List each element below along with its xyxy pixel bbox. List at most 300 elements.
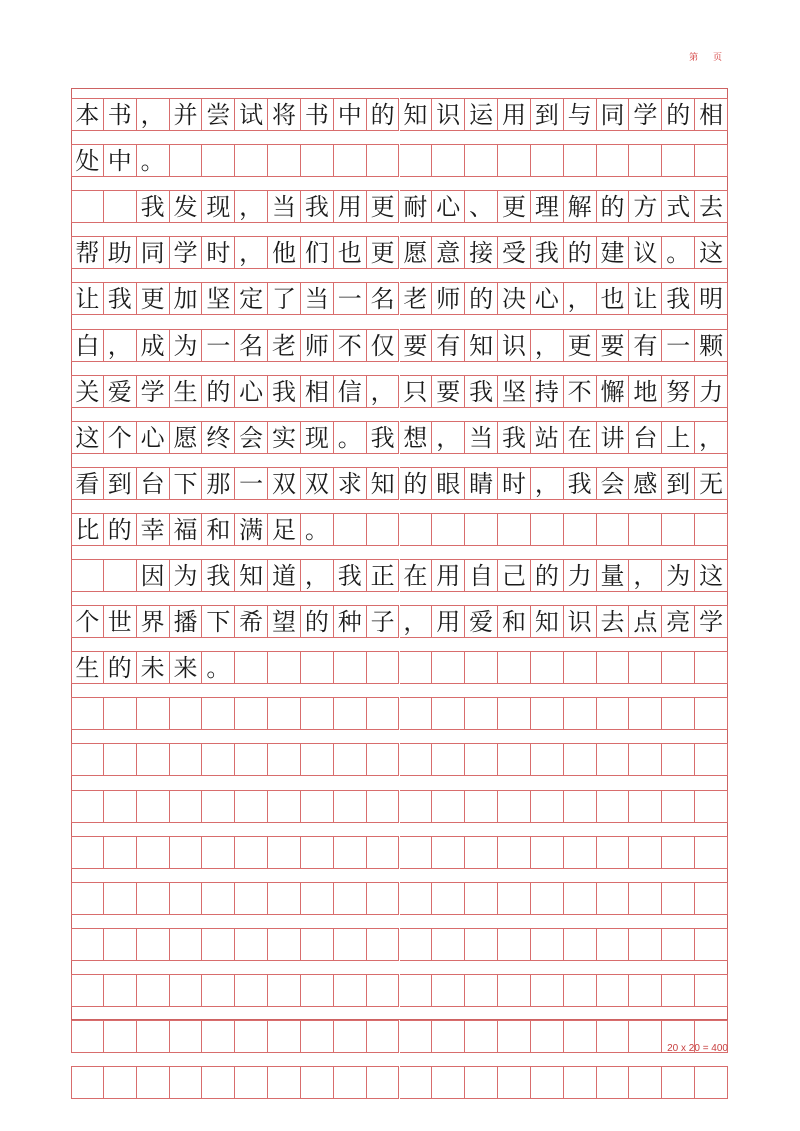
grid-cell (235, 421, 268, 454)
grid-cell (268, 697, 301, 730)
grid-cell (235, 282, 268, 315)
grid-character: 的 (666, 101, 691, 129)
grid-row (71, 743, 728, 776)
grid-character: 我 (666, 285, 691, 314)
grid-character: 用 (337, 193, 362, 222)
grid-character: 台 (140, 469, 165, 498)
grid-cell (170, 421, 203, 454)
grid-cell (104, 559, 137, 592)
grid-cell (104, 98, 137, 131)
grid-character: 希 (239, 608, 264, 637)
grid-cell (662, 743, 695, 776)
grid-cell (432, 421, 465, 454)
grid-character: 的 (403, 469, 428, 498)
grid-cell (334, 559, 367, 592)
grid-character: 亮 (666, 608, 691, 637)
grid-character: ， (107, 331, 132, 360)
grid-cell (465, 1066, 498, 1099)
grid-character: 己 (501, 562, 526, 590)
grid-cell (268, 513, 301, 546)
grid-character: 老 (403, 285, 428, 314)
grid-row (71, 329, 728, 362)
grid-cell (235, 882, 268, 915)
grid-cell (71, 928, 104, 961)
grid-cell (400, 467, 433, 500)
grid-cell (465, 928, 498, 961)
grid-cell (400, 743, 433, 776)
grid-character: 仅 (370, 331, 395, 360)
grid-character: 意 (436, 239, 461, 268)
grid-cell (170, 282, 203, 315)
grid-cell (71, 1020, 104, 1053)
grid-cell (137, 421, 170, 454)
grid-cell (400, 651, 433, 684)
grid-character: 会 (600, 469, 625, 498)
grid-cell (432, 605, 465, 638)
grid-character: 和 (501, 608, 526, 637)
grid-cell (301, 282, 334, 315)
grid-cell (695, 513, 728, 546)
grid-cell (662, 605, 695, 638)
grid-cell (268, 651, 301, 684)
grid-cell (367, 144, 400, 177)
grid-cell (400, 836, 433, 869)
grid-cell (432, 375, 465, 408)
grid-cell (202, 928, 235, 961)
grid-character: 生 (75, 654, 100, 683)
grid-character: 力 (567, 562, 592, 590)
grid-cell (235, 236, 268, 269)
grid-cell (334, 236, 367, 269)
grid-cell (695, 928, 728, 961)
grid-cell (301, 190, 334, 223)
grid-cell (597, 1066, 630, 1099)
grid-character: 当 (304, 285, 329, 314)
grid-character: 加 (173, 285, 198, 314)
grid-character: 更 (370, 239, 395, 268)
grid-cell (597, 329, 630, 362)
grid-cell (662, 144, 695, 177)
grid-cell (564, 651, 597, 684)
grid-cell (202, 1066, 235, 1099)
grid-cell (629, 236, 662, 269)
grid-cell (695, 651, 728, 684)
grid-cell (235, 697, 268, 730)
grid-cell (662, 467, 695, 500)
grid-cell (268, 1066, 301, 1099)
grid-cell (400, 882, 433, 915)
grid-cell (170, 236, 203, 269)
grid-character: 。 (304, 515, 329, 544)
grid-character: 知 (403, 101, 428, 129)
grid-cell (367, 98, 400, 131)
grid-row (71, 513, 728, 546)
grid-character: 同 (600, 101, 625, 129)
grid-cell (498, 697, 531, 730)
grid-cell (629, 651, 662, 684)
grid-cell (564, 190, 597, 223)
grid-cell (367, 1066, 400, 1099)
grid-character: 帮 (75, 239, 100, 268)
grid-cell (137, 282, 170, 315)
grid-character: 正 (370, 562, 395, 590)
grid-character: 双 (304, 469, 329, 498)
grid-character: 心 (534, 285, 559, 314)
grid-character: 学 (699, 608, 724, 637)
grid-character: ， (239, 193, 264, 222)
grid-character: 的 (107, 654, 132, 683)
grid-cell (301, 743, 334, 776)
grid-cell (695, 974, 728, 1007)
grid-cell (367, 375, 400, 408)
grid-character: 现 (304, 423, 329, 452)
grid-cell (531, 421, 564, 454)
grid-cell (498, 1020, 531, 1053)
grid-cell (202, 236, 235, 269)
grid-cell (334, 605, 367, 638)
grid-cell (531, 1066, 564, 1099)
grid-cell (334, 467, 367, 500)
grid-cell (367, 559, 400, 592)
grid-cell (334, 375, 367, 408)
grid-cell (235, 605, 268, 638)
grid-cell (564, 144, 597, 177)
grid-cell (334, 974, 367, 1007)
grid-character: 坚 (206, 285, 231, 314)
grid-cell (268, 467, 301, 500)
grid-character: 地 (633, 377, 658, 406)
grid-cell (564, 974, 597, 1007)
grid-cell (202, 190, 235, 223)
grid-cell (432, 928, 465, 961)
grid-cell (137, 513, 170, 546)
grid-cell (104, 190, 137, 223)
grid-cell (465, 1020, 498, 1053)
grid-character: 为 (173, 562, 198, 590)
grid-character: 在 (567, 423, 592, 452)
grid-cell (202, 743, 235, 776)
grid-cell (71, 513, 104, 546)
grid-character: 相 (304, 377, 329, 406)
grid-cell (564, 98, 597, 131)
grid-character: 议 (633, 239, 658, 268)
grid-cell (137, 144, 170, 177)
grid-cell (334, 836, 367, 869)
grid-cell (597, 190, 630, 223)
grid-cell (268, 421, 301, 454)
grid-cell (564, 1020, 597, 1053)
grid-cell (662, 697, 695, 730)
grid-cell (465, 190, 498, 223)
grid-cell (662, 882, 695, 915)
grid-cell (662, 421, 695, 454)
grid-cell (235, 928, 268, 961)
grid-cell (564, 282, 597, 315)
grid-cell (432, 790, 465, 823)
grid-character: 满 (239, 515, 264, 544)
grid-row (71, 375, 728, 408)
grid-cell (235, 836, 268, 869)
grid-cell (334, 513, 367, 546)
grid-row (71, 236, 728, 269)
grid-cell (104, 928, 137, 961)
grid-cell (170, 928, 203, 961)
grid-cell (629, 190, 662, 223)
grid-row (71, 190, 728, 223)
grid-cell (465, 790, 498, 823)
grid-cell (301, 421, 334, 454)
grid-character: 到 (107, 469, 132, 498)
grid-character: 我 (567, 469, 592, 498)
grid-character: ， (140, 101, 165, 129)
grid-cell (104, 236, 137, 269)
grid-cell (202, 836, 235, 869)
grid-character: 这 (699, 562, 724, 590)
grid-character: 解 (567, 193, 592, 222)
grid-cell (498, 421, 531, 454)
grid-cell (334, 190, 367, 223)
grid-cell (400, 1066, 433, 1099)
grid-cell (268, 98, 301, 131)
grid-character: 当 (272, 193, 297, 222)
grid-cell (367, 190, 400, 223)
grid-cell (367, 236, 400, 269)
grid-cell (301, 605, 334, 638)
grid-cell (465, 513, 498, 546)
grid-cell (695, 329, 728, 362)
grid-character: 中 (337, 101, 362, 129)
grid-cell (432, 467, 465, 500)
grid-cell (170, 559, 203, 592)
grid-cell (629, 559, 662, 592)
grid-cell (662, 974, 695, 1007)
grid-cell (268, 236, 301, 269)
grid-character: 有 (436, 331, 461, 360)
grid-cell (137, 882, 170, 915)
grid-cell (695, 190, 728, 223)
grid-character: 识 (501, 331, 526, 360)
grid-character: 比 (75, 515, 100, 544)
grid-row (71, 421, 728, 454)
grid-cell (597, 928, 630, 961)
grid-cell (137, 98, 170, 131)
grid-cell (564, 605, 597, 638)
grid-cell (301, 375, 334, 408)
grid-row (71, 144, 728, 177)
grid-character: 量 (600, 562, 625, 590)
grid-cell (432, 236, 465, 269)
grid-row (71, 1020, 728, 1053)
grid-row (71, 651, 728, 684)
grid-character: 一 (666, 331, 691, 360)
grid-cell (367, 743, 400, 776)
grid-cell (662, 282, 695, 315)
grid-cell (498, 467, 531, 500)
grid-character: 要 (436, 377, 461, 406)
grid-cell (202, 697, 235, 730)
grid-character: 为 (173, 331, 198, 360)
grid-cell (71, 743, 104, 776)
grid-character: 知 (370, 469, 395, 498)
grid-cell (268, 144, 301, 177)
grid-cell (465, 651, 498, 684)
grid-cell (235, 513, 268, 546)
grid-character: 我 (337, 562, 362, 590)
grid-cell (104, 421, 137, 454)
grid-cell (498, 329, 531, 362)
grid-cell (334, 651, 367, 684)
grid-cell (400, 375, 433, 408)
grid-cell (662, 1066, 695, 1099)
grid-character: 福 (173, 515, 198, 544)
grid-cell (235, 98, 268, 131)
grid-cell (170, 1066, 203, 1099)
grid-row (71, 836, 728, 869)
grid-cell (662, 513, 695, 546)
grid-cell (498, 928, 531, 961)
grid-cell (367, 928, 400, 961)
grid-character: 的 (469, 285, 494, 314)
grid-cell (662, 790, 695, 823)
grid-character: 站 (534, 423, 559, 452)
grid-cell (137, 928, 170, 961)
grid-cell (268, 329, 301, 362)
grid-cell (465, 559, 498, 592)
grid-cell (629, 467, 662, 500)
grid-cell (564, 236, 597, 269)
grid-character: ， (436, 423, 461, 452)
grid-cell (367, 697, 400, 730)
grid-cell (235, 651, 268, 684)
grid-character: 也 (600, 285, 625, 314)
grid-cell (137, 190, 170, 223)
grid-character: 幸 (140, 515, 165, 544)
grid-cell (104, 375, 137, 408)
grid-cell (662, 190, 695, 223)
grid-cell (629, 928, 662, 961)
grid-character: 去 (600, 608, 625, 637)
grid-cell (432, 559, 465, 592)
grid-cell (629, 421, 662, 454)
grid-cell (268, 1020, 301, 1053)
grid-cell (432, 743, 465, 776)
grid-character: 世 (107, 608, 132, 637)
grid-cell (597, 375, 630, 408)
grid-character: 更 (370, 193, 395, 222)
grid-cell (695, 743, 728, 776)
grid-cell (498, 513, 531, 546)
grid-cell (531, 651, 564, 684)
grid-cell (531, 513, 564, 546)
grid-cell (301, 236, 334, 269)
grid-cell (629, 605, 662, 638)
grid-cell (170, 790, 203, 823)
grid-character: 持 (534, 377, 559, 406)
grid-character: 力 (699, 377, 724, 406)
grid-cell (629, 974, 662, 1007)
grid-character: 用 (501, 101, 526, 129)
grid-character: 、 (469, 193, 494, 222)
grid-character: 时 (206, 239, 231, 268)
grid-cell (367, 329, 400, 362)
grid-cell (597, 513, 630, 546)
grid-cell (400, 928, 433, 961)
grid-cell (268, 928, 301, 961)
grid-cell (629, 697, 662, 730)
grid-cell (531, 329, 564, 362)
grid-character: ， (534, 331, 559, 360)
grid-cell (597, 236, 630, 269)
grid-character: 努 (666, 377, 691, 406)
grid-character: 无 (699, 469, 724, 498)
grid-cell (498, 836, 531, 869)
grid-cell (531, 236, 564, 269)
grid-character: 当 (469, 423, 494, 452)
grid-cell (498, 974, 531, 1007)
grid-cell (465, 882, 498, 915)
grid-cell (531, 790, 564, 823)
grid-character: 师 (304, 331, 329, 360)
grid-cell (137, 1020, 170, 1053)
grid-character: 想 (403, 423, 428, 452)
grid-cell (235, 790, 268, 823)
grid-cell (301, 1066, 334, 1099)
grid-cell (170, 513, 203, 546)
grid-character: 要 (403, 331, 428, 360)
grid-cell (137, 1066, 170, 1099)
grid-cell (170, 144, 203, 177)
grid-character: 老 (272, 331, 297, 360)
grid-character: 了 (272, 285, 297, 314)
grid-character: 有 (633, 331, 658, 360)
grid-character: 到 (534, 101, 559, 129)
grid-cell (71, 421, 104, 454)
grid-cell (367, 836, 400, 869)
grid-character: 终 (206, 423, 231, 452)
grid-cell (629, 882, 662, 915)
grid-character: 式 (666, 193, 691, 222)
grid-cell (334, 743, 367, 776)
grid-cell (498, 559, 531, 592)
grid-cell (432, 651, 465, 684)
grid-character: 并 (173, 101, 198, 129)
grid-character: 因 (140, 562, 165, 590)
grid-cell (432, 513, 465, 546)
grid-character: 更 (567, 331, 592, 360)
grid-character: 们 (304, 239, 329, 268)
grid-character: 识 (567, 608, 592, 637)
grid-cell (235, 1066, 268, 1099)
grid-cell (465, 329, 498, 362)
grid-character: 成 (140, 331, 165, 360)
grid-character: 我 (206, 562, 231, 590)
grid-cell (662, 375, 695, 408)
composition-grid-sheet (71, 88, 728, 1020)
grid-cell (367, 605, 400, 638)
grid-character: 学 (633, 101, 658, 129)
grid-cell (202, 790, 235, 823)
grid-character: 的 (534, 562, 559, 590)
grid-cell (465, 836, 498, 869)
grid-cell (662, 329, 695, 362)
grid-character: 要 (600, 331, 625, 360)
grid-row (71, 697, 728, 730)
grid-character: 我 (107, 285, 132, 314)
grid-cell (695, 282, 728, 315)
grid-cell (71, 375, 104, 408)
grid-cell (531, 605, 564, 638)
grid-cell (531, 836, 564, 869)
